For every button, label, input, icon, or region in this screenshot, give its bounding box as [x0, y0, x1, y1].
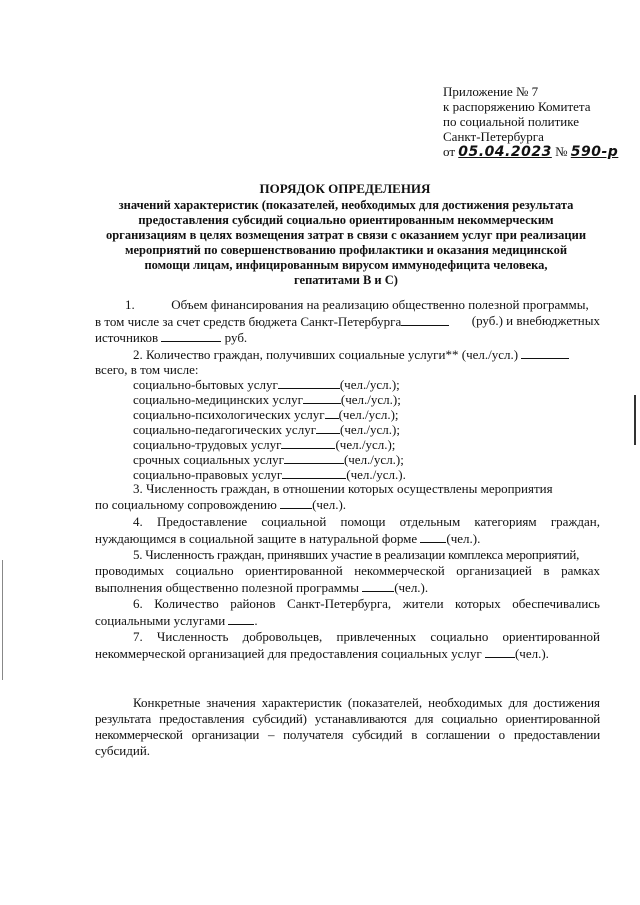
service-unit: (чел./усл.);	[340, 422, 400, 437]
item5-blank	[362, 579, 394, 592]
document-subtitle	[86, 198, 606, 288]
item4-line2	[95, 530, 480, 547]
service-name: социально-медицинских услуг	[133, 392, 303, 407]
item6-text: социальными услугами	[95, 613, 226, 628]
handwritten-number: 590-р	[570, 144, 619, 160]
service-blank	[325, 406, 339, 419]
item4-line1: 4. Предоставление социальной помощи отдельным категориям граждан,	[133, 514, 600, 529]
item6-blank	[228, 612, 254, 625]
appendix-line-4: Санкт-Петербурга	[443, 129, 544, 144]
item1-sources-text: источников	[95, 330, 159, 345]
number-prefix: №	[555, 144, 568, 159]
item1-budget-text: в том числе за счет средств бюджета Санкт-Петербурга	[95, 314, 402, 329]
service-blank	[282, 466, 346, 479]
appendix-line-2: к распоряжению Комитета	[443, 99, 591, 114]
service-blank	[284, 451, 344, 464]
item1-line3	[95, 329, 247, 346]
item1-line2	[95, 313, 600, 330]
service-name: социально-бытовых услуг	[133, 377, 278, 392]
service-blank	[303, 391, 341, 404]
subtitle-line: мероприятий по совершенствованию профилактики и оказания медицинской	[124, 243, 568, 257]
item2-line2: всего, в том числе:	[95, 362, 199, 377]
service-name: социально-трудовых услуг	[133, 437, 282, 452]
service-name: социально-психологических услуг	[133, 407, 325, 422]
appendix-date-line	[443, 144, 623, 160]
item7-blank	[485, 645, 515, 658]
closing-line2: результата предоставления субсидий) устанавливаются для социально ориентированной	[95, 711, 600, 726]
service-unit: (чел./усл.);	[335, 437, 396, 452]
appendix-header	[443, 84, 623, 160]
service-name: срочных социальных услуг	[133, 452, 284, 467]
service-unit: (чел./усл.);	[340, 392, 401, 407]
scan-margin-mark	[634, 395, 636, 445]
item1-number: 1.	[125, 297, 135, 312]
scan-margin-mark	[2, 560, 3, 680]
service-unit: (чел./усл.);	[343, 452, 404, 467]
item3-line1: 3. Численность граждан, в отношении которых осуществлены мероприятия	[133, 481, 553, 496]
item6-line2	[95, 612, 258, 629]
item6-line1: 6. Количество районов Санкт-Петербурга, жители которых обеспечивались	[133, 596, 600, 611]
item1-text: Объем финансирования на реализацию общественно полезной программы,	[171, 297, 589, 312]
item5-text: выполнения общественно полезной программы	[95, 580, 359, 595]
service-blank	[316, 421, 340, 434]
item4-blank	[420, 530, 446, 543]
item5-unit: (чел.).	[394, 580, 429, 595]
service-blank	[278, 376, 340, 389]
subtitle-line: гепатитами В и С)	[294, 273, 398, 287]
appendix-line-1: Приложение № 7	[443, 84, 539, 99]
item3-text: по социальному сопровождению	[95, 497, 277, 512]
handwritten-date: 05.04.2023	[458, 144, 552, 160]
item4-unit: (чел.).	[446, 531, 481, 546]
subtitle-line: значений характеристик (показателей, необходимых для достижения результата	[118, 198, 574, 212]
item1-offbudget-text: (руб.) и внебюджетных	[471, 313, 600, 328]
subtitle-line: организациям в целях возмещения затрат в связи с оказанием услуг при реализации	[105, 228, 587, 242]
sources-blank	[161, 329, 221, 342]
service-name: социально-педагогических услуг	[133, 422, 317, 437]
item7-unit: (чел.).	[514, 646, 549, 661]
item3-blank	[280, 496, 312, 509]
service-unit: (чел./усл.);	[338, 407, 399, 422]
service-unit: (чел./усл.);	[339, 377, 400, 392]
service-unit: (чел./усл.).	[346, 467, 406, 482]
item2-blank	[521, 346, 569, 359]
item1-rub-text: руб.	[224, 330, 248, 345]
subtitle-line: помощи лицам, инфицированным вирусом иммунодефицита человека,	[144, 258, 548, 272]
closing-line1: Конкретные значения характеристик (показателей, необходимых для достижения	[133, 695, 600, 710]
item2-line1	[133, 346, 569, 363]
subtitle-line: предоставления субсидий социально ориентированным некоммерческим	[138, 213, 554, 227]
item5-line1: 5. Численность граждан, принявших участие в реализации комплекса мероприятий,	[133, 547, 580, 562]
item4-text: нуждающимся в социальной защите в натуральной форме	[95, 531, 418, 546]
item5-line2: проводимых социально ориентированной некоммерческой организацией в рамках	[95, 563, 600, 578]
item5-line3	[95, 579, 428, 596]
closing-line4: субсидий.	[95, 743, 151, 758]
date-prefix: от	[443, 144, 456, 159]
item1-line1	[125, 297, 589, 313]
appendix-line-3: по социальной политике	[443, 114, 579, 129]
document-title: ПОРЯДОК ОПРЕДЕЛЕНИЯ	[259, 181, 431, 196]
service-blank	[281, 436, 335, 449]
item3-line2	[95, 496, 346, 513]
budget-blank	[401, 313, 449, 326]
item2-text: 2. Количество граждан, получивших социальные услуги**	[133, 347, 459, 362]
closing-line3: некоммерческой организации – получателя субсидий в соглашении о предоставлении	[95, 727, 600, 742]
item7-line2	[95, 645, 549, 662]
item2-unit: (чел./усл.)	[461, 347, 519, 362]
item7-line1: 7. Численность добровольцев, привлеченных социально ориентированной	[133, 629, 600, 644]
service-name: социально-правовых услуг	[133, 467, 283, 482]
item6-unit: .	[254, 613, 258, 628]
item7-text: некоммерческой организацией для предоставления социальных услуг	[95, 646, 482, 661]
item3-unit: (чел.).	[312, 497, 347, 512]
